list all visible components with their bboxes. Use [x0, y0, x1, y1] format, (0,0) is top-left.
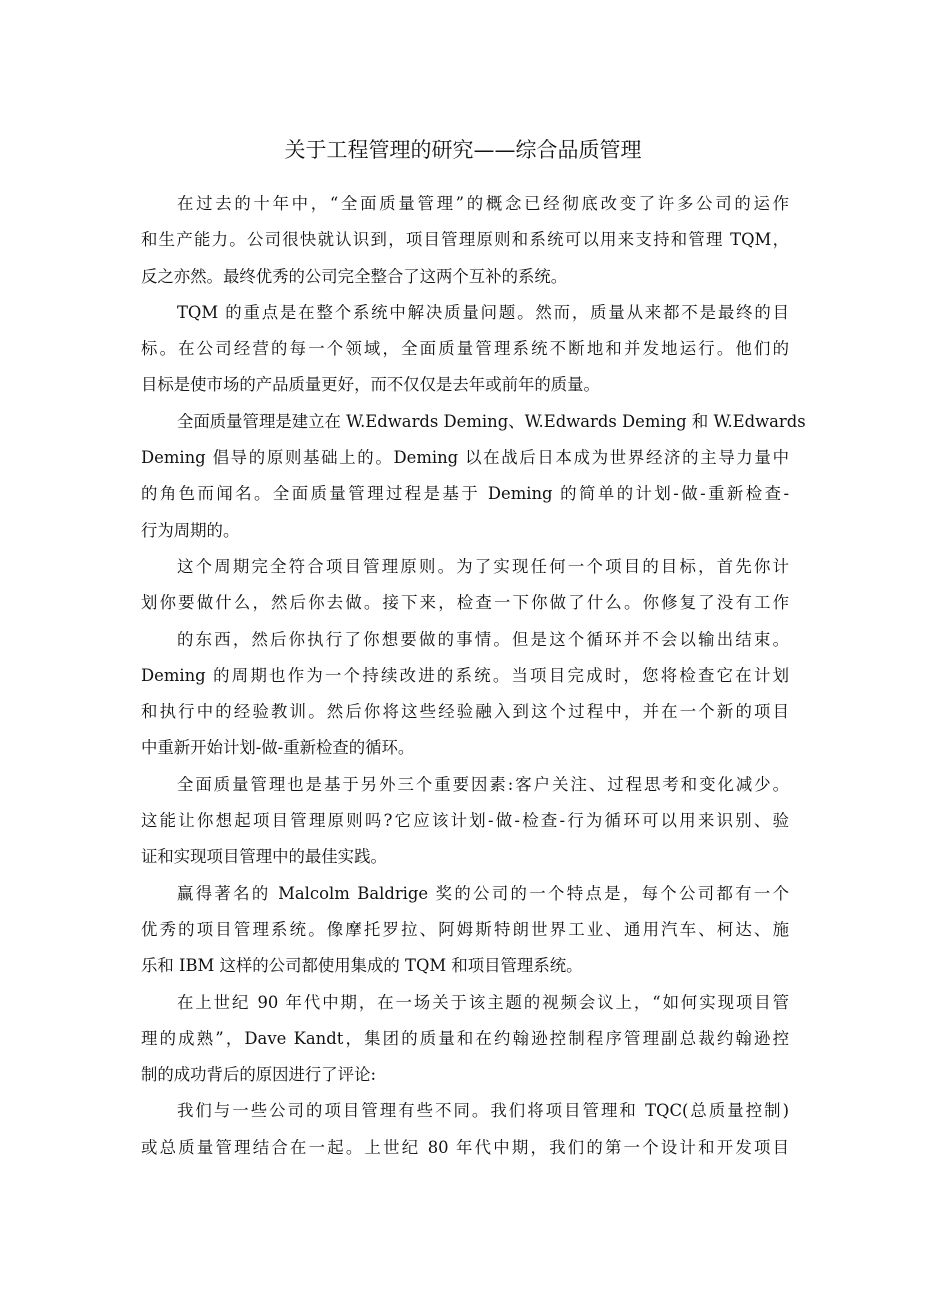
body-paragraph [141, 295, 789, 404]
paragraph-line: 这能让你想起项目管理原则吗?它应该计划-做-检查-行为循环可以用来识别、验 [141, 811, 789, 831]
body-paragraph [141, 985, 789, 1094]
paragraph-line: 理的成熟”，Dave Kandt，集团的质量和在约翰逊控制程序管理副总裁约翰逊控 [141, 1028, 789, 1048]
body-paragraph [141, 186, 789, 295]
paragraph-line: 标。在公司经营的每一个领域，全面质量管理系统不断地和并发地运行。他们的 [141, 339, 789, 359]
paragraph-line: 在上世纪 90 年代中期，在一场关于该主题的视频会议上，“如何实现项目管 [177, 992, 789, 1012]
paragraph-line: 目标是使市场的产品质量更好，而不仅仅是去年或前年的质量。 [141, 375, 600, 395]
paragraph-line: 的东西，然后你执行了你想要做的事情。但是这个循环并不会以输出结束。 [177, 629, 789, 649]
paragraph-line: 和执行中的经验教训。然后你将这些经验融入到这个过程中，并在一个新的项目 [141, 702, 789, 722]
paragraph-line: TQM 的重点是在整个系统中解决质量问题。然而，质量从来都不是最终的目 [177, 302, 789, 322]
paragraph-line: 这个周期完全符合项目管理原则。为了实现任何一个项目的目标，首先你计 [177, 556, 789, 576]
paragraph-line: 我们与一些公司的项目管理有些不同。我们将项目管理和 TQC(总质量控制) [177, 1101, 789, 1121]
paragraph-line: 的角色而闻名。全面质量管理过程是基于 Deming 的简单的计划-做-重新检查- [141, 484, 789, 504]
paragraph-line: 行为周期的。 [141, 520, 240, 540]
paragraph-line: 中重新开始计划-做-重新检查的循环。 [141, 738, 415, 758]
paragraph-line: 全面质量管理也是基于另外三个重要因素:客户关注、过程思考和变化减少。 [177, 774, 789, 794]
document-title: 关于工程管理的研究——综合品质管理 [284, 138, 642, 162]
document-body [141, 186, 806, 1166]
paragraph-line: 全面质量管理是建立在 W.Edwards Deming、W.Edwards Deming 和 W.Edwards [177, 411, 806, 431]
body-paragraph [141, 404, 806, 549]
paragraph-line: 反之亦然。最终优秀的公司完全整合了这两个互补的系统。 [141, 266, 568, 286]
body-paragraph [141, 767, 789, 876]
paragraph-line: Deming 倡导的原则基础上的。Deming 以在战后日本成为世界经济的主导力量中 [141, 448, 789, 468]
paragraph-line: 和生产能力。公司很快就认识到，项目管理原则和系统可以用来支持和管理 TQM， [141, 230, 789, 250]
paragraph-line: 乐和 IBM 这样的公司都使用集成的 TQM 和项目管理系统。 [141, 956, 583, 976]
body-paragraph [141, 1093, 789, 1166]
paragraph-line: 在过去的十年中，“全面质量管理”的概念已经彻底改变了许多公司的运作 [177, 194, 789, 213]
paragraph-line: Deming 的周期也作为一个持续改进的系统。当项目完成时，您将检查它在计划 [141, 665, 789, 685]
paragraph-line: 赢得著名的 Malcolm Baldrige 奖的公司的一个特点是，每个公司都有一个 [177, 883, 789, 903]
paragraph-line: 优秀的项目管理系统。像摩托罗拉、阿姆斯特朗世界工业、通用汽车、柯达、施 [141, 919, 789, 939]
body-paragraph [141, 549, 789, 767]
paragraph-line: 证和实现项目管理中的最佳实践。 [141, 847, 387, 867]
paragraph-line: 或总质量管理结合在一起。上世纪 80 年代中期，我们的第一个设计和开发项目 [141, 1137, 789, 1157]
paragraph-line: 制的成功背后的原因进行了评论: [141, 1065, 376, 1085]
body-paragraph [141, 876, 789, 985]
paragraph-line: 划你要做什么，然后你去做。接下来，检查一下你做了什么。你修复了没有工作 [141, 593, 789, 613]
